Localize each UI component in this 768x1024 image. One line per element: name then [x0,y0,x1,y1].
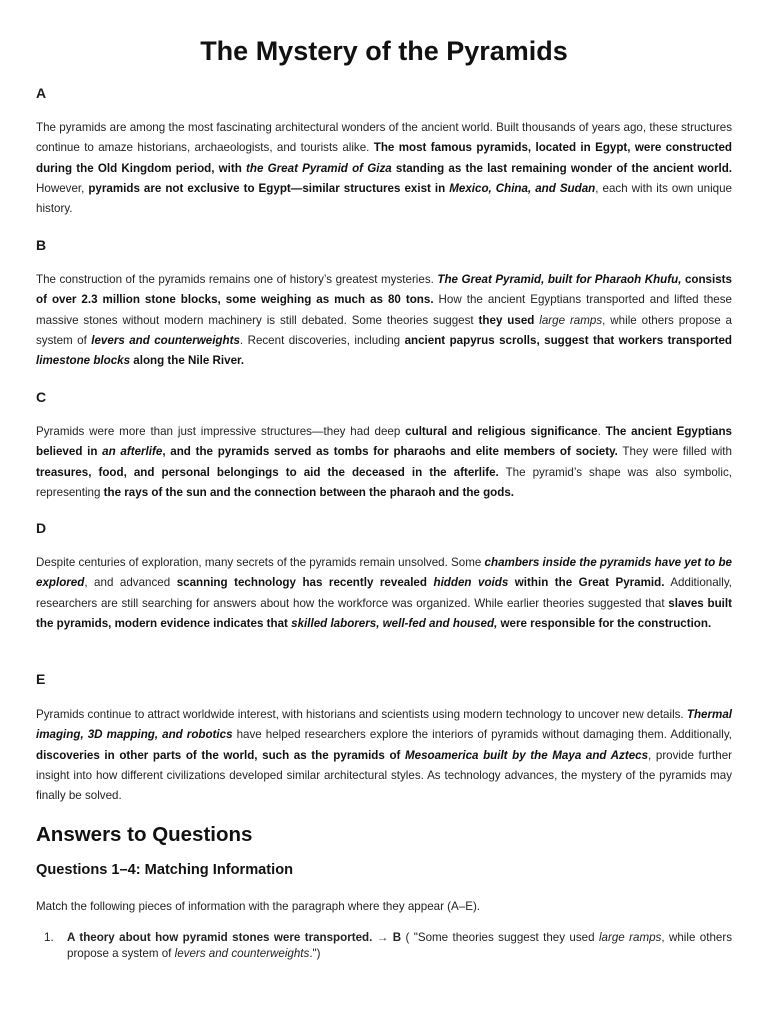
text-run: treasures, food, and personal belongings to aid the deceased in the afterlife. [36,465,499,479]
text-run: . Recent discoveries, including [239,333,405,347]
text-run: pyramids are not exclusive to Egypt—similar structures exist in [88,181,450,195]
text-run: consists of over 2.3 million stone blocks, some weighing as much as 80 tons. [36,273,732,307]
text-run: discoveries in other parts of the world, such as the pyramids of [36,748,405,762]
answer-item-text [67,931,732,960]
questions-subheading: Questions 1–4: Matching Information [36,862,294,878]
text-run: The construction of the pyramids remains one of history’s greatest mysteries. [36,273,438,286]
page-title: The Mystery of the Pyramids [200,36,568,66]
text-run: The most famous pyramids, located in Egypt, were constructed during the Old Kingdom period, with [36,141,732,175]
text-run: were responsible for the construction. [497,616,712,630]
text-run: the Great Pyramid of Giza [246,161,392,175]
answers-heading: Answers to Questions [36,823,253,846]
section-label-b: B [36,237,47,253]
section-label-a: A [36,85,47,101]
text-run: skilled laborers, well-fed and housed, [291,616,498,630]
text-run: large ramps [598,931,662,944]
text-run: , provide further insight into how different civilizations developed similar architectural styles. As technology advances, the mystery of the pyramids may finally be solved. [36,748,733,803]
section-label-c: C [36,389,47,405]
text-run: Pyramids continue to attract worldwide interest, with historians and scientists using modern technology to uncover new details. [36,708,687,721]
paragraph-a [36,118,732,219]
text-run: Mesoamerica built by the Maya and Aztecs [405,748,649,762]
section-label-d: D [36,520,47,536]
text-run: Mexico, China, and Sudan [449,181,596,195]
text-run: They were filled with [617,445,732,459]
text-run: the rays of the sun and the connection between the pharaoh and the gods. [103,485,515,499]
text-run: How the ancient Egyptians transported and lifted these massive stones without modern machinery is still debated. Some theories suggest [36,293,732,327]
text-run: chambers inside the pyramids have yet to be explored [36,556,732,590]
text-run: However, [36,181,89,195]
answer-list [36,930,732,962]
answer-item-number: 1. [44,931,54,944]
text-run: .") [309,947,321,960]
text-run: The pyramids are among the most fascinating architectural wonders of the ancient world. Built thousands of years ago, these structures continue to amaze historians, archaeologists, and tourists alike. [36,121,732,155]
text-run: , and the pyramids served as tombs for pharaohs and elite members of society. [162,445,618,459]
text-run: scanning technology has recently revealed [176,576,434,590]
text-run: . [597,425,606,438]
paragraph-c [36,422,732,503]
text-run: The ancient Egyptians believed in [36,425,732,459]
text-run: along the Nile River. [130,354,245,368]
paragraph-e [36,705,732,806]
text-run: The pyramid’s shape was also symbolic, representing [36,465,732,499]
text-run: large ramps [539,313,603,327]
paragraph-d [36,553,732,634]
text-run: cultural and religious significance [405,425,598,438]
text-run: they used [478,313,540,327]
section-label-e: E [36,671,46,687]
text-run: Despite centuries of exploration, many secrets of the pyramids remain unsolved. Some [36,556,485,569]
text-run: standing as the last remaining wonder of the ancient world. [391,161,732,175]
text-run: Additionally, researchers are still searching for answers about how the workforce was organized. While earlier theories suggested that [36,576,732,610]
text-run: slaves built the pyramids, modern evidence indicates that [36,596,732,630]
text-run: ( "Some theories suggest they used [401,931,599,944]
text-run: have helped researchers explore the interiors of pyramids without damaging them. Additionally, [232,728,732,742]
paragraph-b [36,270,732,371]
answer-item [36,930,732,962]
text-run: levers and counterweights [91,333,240,347]
text-run: , while others propose a system of [67,931,732,960]
text-run: hidden voids [433,576,509,590]
text-run: ancient papyrus scrolls, suggest that workers transported [404,333,732,347]
text-run: B [392,931,402,944]
text-run: within the Great Pyramid. [508,576,665,590]
text-run: , while others propose a system of [36,313,733,347]
text-run: → [372,931,393,944]
text-run: , and advanced [84,576,177,590]
instruction-text: Match the following pieces of information with the paragraph where they appear (A–E). [36,900,481,913]
text-run: levers and counterweights [174,947,310,960]
text-run: , each with its own unique history. [36,181,732,216]
text-run: limestone blocks [36,354,131,368]
text-run: A theory about how pyramid stones were transported. [67,931,373,944]
text-run: an afterlife [102,445,163,459]
text-run: Thermal imaging, 3D mapping, and robotics [36,708,732,742]
text-run: Pyramids were more than just impressive structures—they had deep [36,425,406,438]
text-run: The Great Pyramid, built for Pharaoh Khufu, [437,273,682,286]
